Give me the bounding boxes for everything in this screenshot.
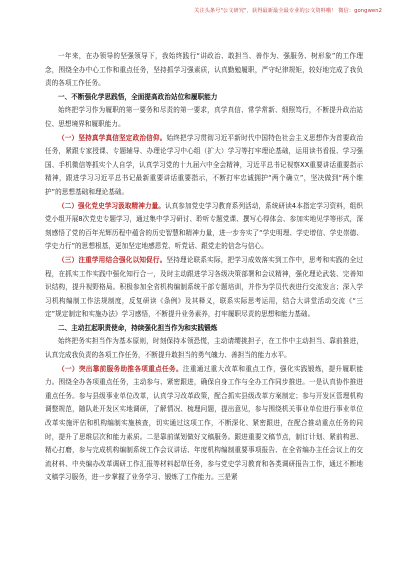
subheading: （一）突出靠前服务助推各项重点任务。 [58, 364, 183, 373]
banner-notice: 关注头条号"公文研究"，获得最新最全最专业的公文资料哦！ 微信：gongwen2 [194, 8, 382, 14]
paragraph: 始终把务实担当作为基本原则，时刻保持本领恐慌，主动请缨挑担子，在工作中主动担当、靠前推进，认真完成我负责的各项工作任务，不断提升敢担当的勇气魄力、善担当的能力水平。 [45, 337, 363, 360]
paragraph: 始终把学习作为履职的第一要务和尽责的第一要求，真学真信、常学常新、细照笃行，不断提升政治站位、思想境界和履职能力。 [45, 106, 363, 128]
paragraph: 一年来，在办领导的坚强领导下，我始终践行“讲政治、敢担当、善作为、强服务、树形象”的工作理念，围绕全办中心工作和重点任务，坚持抓学习强素质，认真勤勉履职，严守纪律规矩，较好地完成了我负责的各项工作任务。 [45, 52, 363, 88]
paragraph-text: 注重通过重大改革和重点工作，强化实践锻炼，提升履职能力。围绕全办各项重点任务，主动参与、紧密跟进，确保自身工作与全办工作同步推进。一是认真协作推进重点任务。参与县级事业单位改革，认真学习改革政策，配合抓实县级改革方案制定；参与开发区管理机构调整规范，随队赴开发区实地调研，了解情况、梳理问题，提出意见，参与围绕机关事业单位进行事业单位改革实施评估和机构编制实施核查，切实通过这项工作，不断深化、紧密跟进，在配合推动重点任务的同时，提升了思维层次和能力素质。二是靠前谋划做好文稿服务。跟进重要文稿节点，制订计划、紧前构思、精心打磨，参与完成机构编制系统工作会议讲话、年度机构编制重要事项报告、在全省编办主任会议上的交流材料、中央编办改革调研工作汇报等材料起草任务，参与党史学习教育和各类调研报告工作，通过不断地文稿学习服务，进一步掌握了业务学习、锻炼了工作能力。三是紧 [45, 364, 363, 482]
paragraph [45, 363, 363, 485]
subheading: （三）注重学用结合强化以知促行。 [58, 255, 167, 264]
subheading: （二）强化党史学习汲取精神力量。 [58, 201, 165, 210]
paragraph [45, 254, 363, 322]
subheading: （一）坚持真学真信坚定政治信仰。 [58, 133, 167, 142]
section-heading: 一、不断强化学思践悟，全面提高政治站位和履职能力 [58, 92, 218, 101]
paragraph [45, 132, 363, 200]
paragraph-text: 认真参加党史学习教育系列活动，系统研读4本指定学习资料，组织党小组开展8次党史专题学习，通过集中学习研讨、聆听专题党课、撰写心得体会、参加实地见学等形式，深刻感悟了党的百年光辉历程中蕴含的历史智慧和精神力量，进一步夯实了“学史明理、学史增信、学史崇德、学史力行”的思想根基，更加坚定地感恩党、听党话、跟党走的信念与信心。 [45, 201, 363, 251]
paragraph-text: 坚持理论联系实际，把学习成效落实到工作中，思考和实践的全过程，在抓实工作实践中强化知行合一，及时主动跟进学习各级决策部署和会议精神，强化理论武装、完善知识结构，提升视野格局。积极参加全省机构编制系统干部专题培训，并作为学员代表进行交流发言；深入学习机构编制工作法规制度，反复研读《条例》及其释义，联系实际思考运用，结合大讲堂活动交流《“三定”规定制定和实施办法》学习感悟，不断提升业务素养，打牢履职尽责的思想和能力基础。 [45, 255, 363, 319]
section-heading: 二、主动扛起职责使命，持续强化担当作为和实践锻炼 [58, 323, 218, 332]
paragraph [45, 200, 363, 254]
document-body [45, 50, 363, 485]
paragraph-text: 始终把学习贯彻习近平新时代中国特色社会主义思想作为首要政治任务，紧跟专家授课、专题辅导、办理论学习中心组（扩大）学习等打牢理论基础，运用读书看报、学习强国、手机微信等抓实个人自学，认真学习党的十九届六中全会精神，习近平总书记视察XX重要讲话重要指示精神，跟进学习习近平总书记最新重要讲话重要指示，不断打牢忠诚拥护“两个确立”，坚决做到“两个维护”的思想基础和理论基础。 [45, 133, 363, 196]
